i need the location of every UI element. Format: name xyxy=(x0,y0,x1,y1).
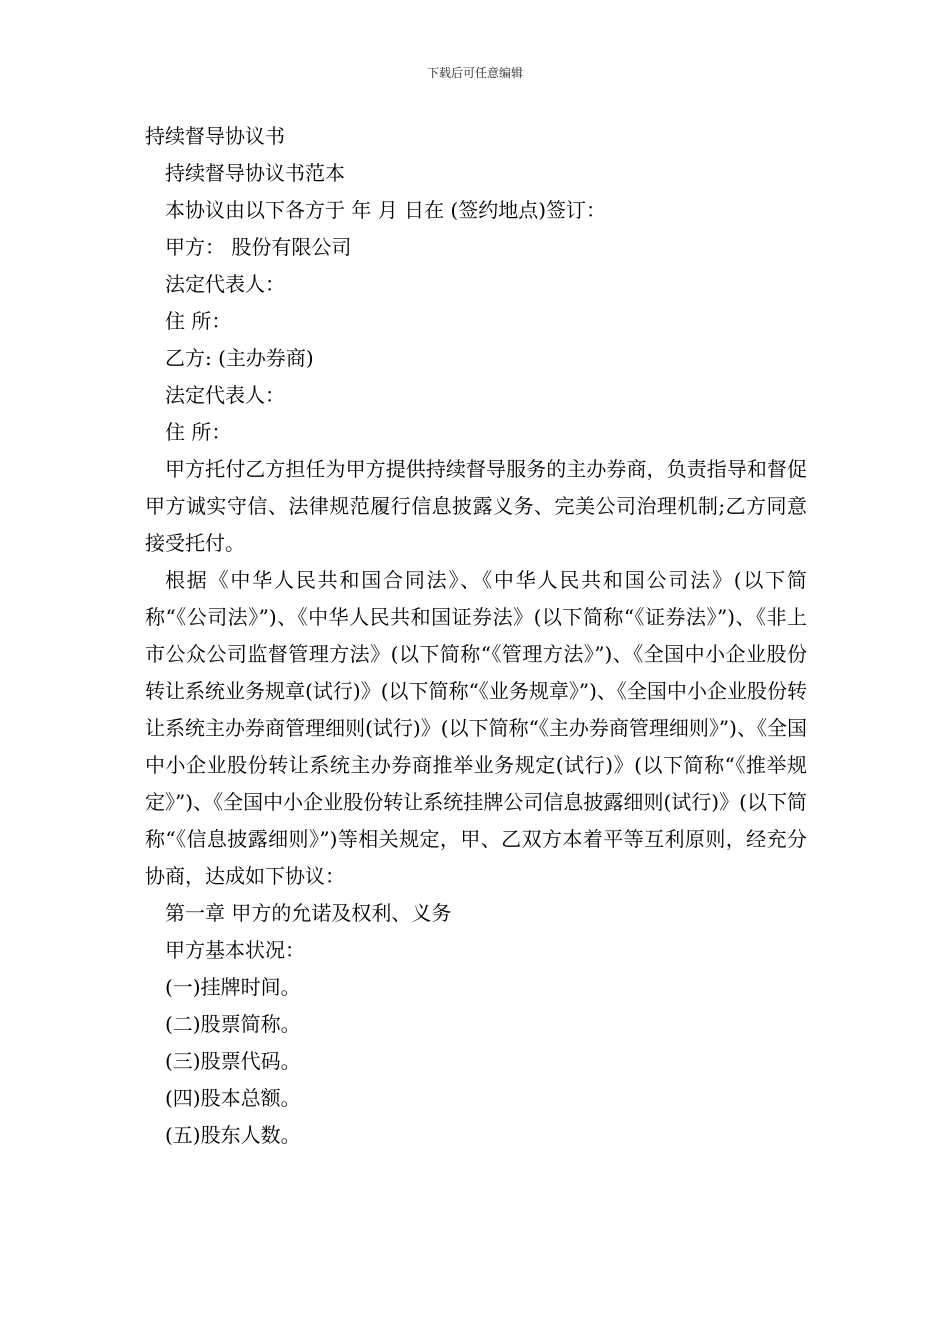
document-subtitle: 持续督导协议书范本 xyxy=(165,161,345,185)
page-header-note: 下载后可任意编辑 xyxy=(426,66,523,80)
document-body xyxy=(145,118,807,1154)
list-item: (三)股票代码。 xyxy=(165,1049,301,1073)
party-a-address: 住 所： xyxy=(165,309,232,333)
entrustment-paragraph: 甲方托付乙方担任为甲方提供持续督导服务的主办券商，负责指导和督促甲方诚实守信、法律规范履行信息披露义务、完美公司治理机制;乙方同意接受托付。 xyxy=(145,457,807,555)
party-b-line: 乙方: (主办券商) xyxy=(165,346,314,370)
party-a-representative: 法定代表人： xyxy=(165,272,285,296)
party-a-line: 甲方： 股份有限公司 xyxy=(165,235,352,259)
legal-basis-paragraph: 根据《中华人民共和国合同法》、《中华人民共和国公司法》(以下简称“《公司法》”)、《中华人民共和国证券法》(以下简称“《证券法》”)、《非上市公众公司监督管理方法》(以下简称“《管理方法》”)、《全国中小企业股份转让系统业务规章(试行)》(以下简称“《业务规章》”)、《全国中小企业股份转让系统主办券商管理细则(试行)》(以下简称“《主办券商管理细则》”)、《全国中小企业股份转让系统主办券商推举业务规定(试行)》(以下简称“《推举规定》”)、《全国中小企业股份转让系统挂牌公司信息披露细则(试行)》(以下简称“《信息披露细则》”)等相关规定，甲、乙双方本着平等互利原则，经充分协商，达成如下协议： xyxy=(145,568,807,888)
list-item: (四)股本总额。 xyxy=(165,1086,301,1110)
basic-info-heading: 甲方基本状况： xyxy=(165,938,305,962)
document-title: 持续督导协议书 xyxy=(145,124,285,148)
list-item: (五)股东人数。 xyxy=(165,1123,301,1147)
chapter-heading: 第一章 甲方的允诺及权利、义务 xyxy=(165,901,452,925)
signing-statement: 本协议由以下各方于 年 月 日在 (签约地点)签订： xyxy=(165,198,607,222)
list-item: (二)股票简称。 xyxy=(165,1012,301,1036)
party-b-address: 住 所： xyxy=(165,420,232,444)
list-item: (一)挂牌时间。 xyxy=(165,975,301,999)
party-b-representative: 法定代表人： xyxy=(165,383,285,407)
